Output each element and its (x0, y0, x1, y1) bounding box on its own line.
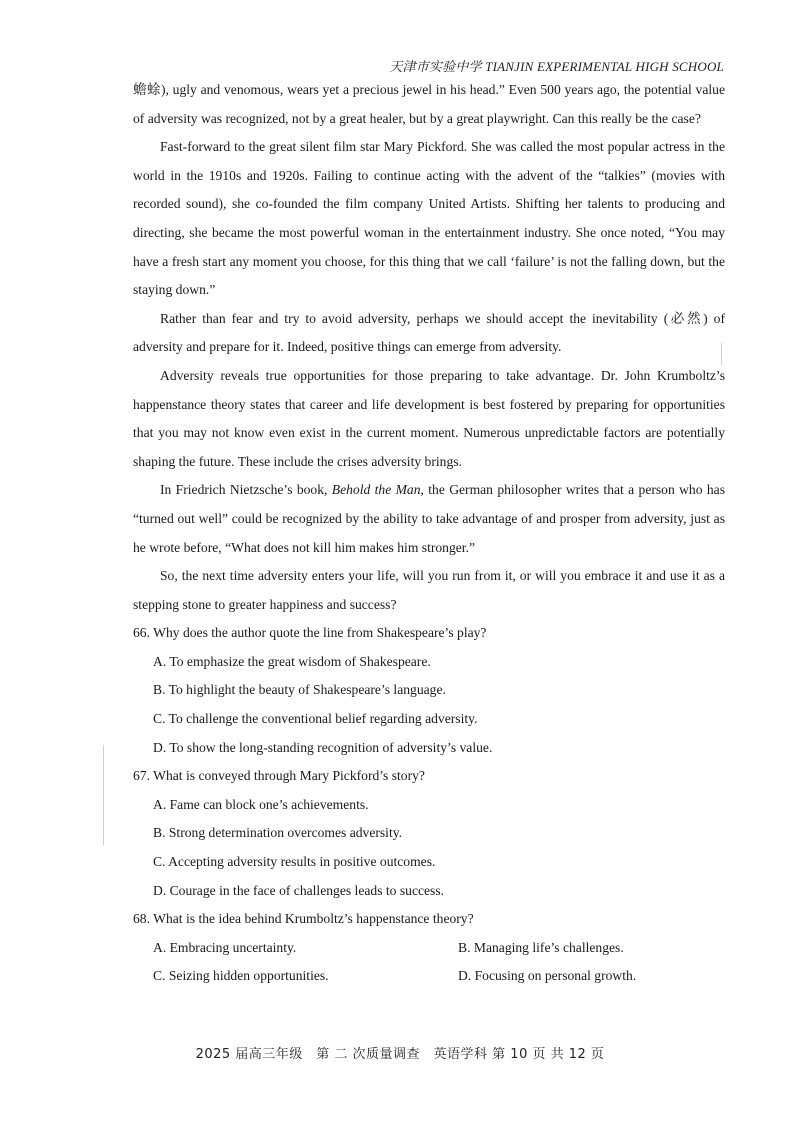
options-grid (133, 934, 725, 991)
option-a[interactable]: A. Fame can block one’s achievements. (153, 796, 369, 812)
option-a[interactable]: A. To emphasize the great wisdom of Shakespeare. (153, 653, 431, 669)
option-d[interactable]: D. Courage in the face of challenges leads to success. (153, 882, 445, 898)
option-c[interactable]: C. Accepting adversity results in positive outcomes. (153, 854, 436, 870)
question-66 (133, 619, 725, 762)
passage-paragraph: 蟾蜍), ugly and venomous, wears yet a precious jewel in his head.” Even 500 years ago, the potential value of adversity was recognized, not by a great healer, but by a great playwright. Can this really be the case? (133, 82, 725, 126)
option-b[interactable]: B. Managing life’s challenges. (458, 939, 624, 955)
question-67 (133, 762, 725, 905)
question-stem: 67. What is conveyed through Mary Pickford’s story? (133, 768, 425, 784)
question-stem: 66. Why does the author quote the line from Shakespeare’s play? (133, 625, 487, 641)
question-68 (133, 905, 725, 991)
paragraph-text: , the German philosopher writes that a person who has “turned out well” could be recognized by the ability to take advantage of and prosper from adversity, just as he wrote before, “What does not kill him makes him stronger.” (133, 482, 725, 555)
option-b[interactable]: B. Strong determination overcomes adversity. (153, 825, 403, 841)
passage-paragraph: Rather than fear and try to avoid adversity, perhaps we should accept the inevitability (必然) of adversity and prepare for it. Indeed, positive things can emerge from adversity. (133, 310, 725, 355)
question-stem: 68. What is the idea behind Krumboltz’s happenstance theory? (133, 911, 474, 927)
exam-content (133, 76, 725, 991)
option-c[interactable]: C. Seizing hidden opportunities. (153, 968, 329, 984)
paragraph-text: In Friedrich Nietzsche’s book, (160, 482, 332, 498)
option-c[interactable]: C. To challenge the conventional belief regarding adversity. (153, 711, 478, 727)
passage-paragraph: Fast-forward to the great silent film star Mary Pickford. She was called the most popular actress in the world in the 1910s and 1920s. Failing to continue acting with the advent of the “talkies” (movies with recorded sound), she co-founded the film company United Artists. Shifting her talents to producing and directing, she became the most powerful woman in the entertainment industry. She once noted, “You may have a fresh start any moment you choose, for this thing that we call ‘failure’ is not the falling down, but the staying down.” (133, 139, 725, 298)
passage-paragraph: So, the next time adversity enters your life, will you run from it, or will you embrace it and use it as a stepping stone to greater happiness and success? (133, 568, 725, 612)
passage-paragraph: Adversity reveals true opportunities for those preparing to take advantage. Dr. John Krumboltz’s happenstance theory states that career and life development is best fostered by preparing for opportunities that you may not know even exist in the current moment. Numerous unpredictable factors are potentially shaping the future. These include the crises adversity brings. (133, 367, 725, 469)
option-d[interactable]: D. Focusing on personal growth. (458, 968, 637, 984)
option-a[interactable]: A. Embracing uncertainty. (153, 939, 297, 955)
option-b[interactable]: B. To highlight the beauty of Shakespeare’s language. (153, 682, 446, 698)
scan-mark (103, 745, 104, 845)
passage-paragraph (133, 476, 725, 562)
page-footer: 2025 届高三年级 第 二 次质量调查 英语学科 第 10 页 共 12 页 (195, 1047, 605, 1062)
book-title: Behold the Man (331, 482, 421, 498)
option-d[interactable]: D. To show the long-standing recognition of adversity’s value. (153, 739, 493, 755)
school-header: 天津市实验中学 TIANJIN EXPERIMENTAL HIGH SCHOOL (389, 59, 724, 74)
